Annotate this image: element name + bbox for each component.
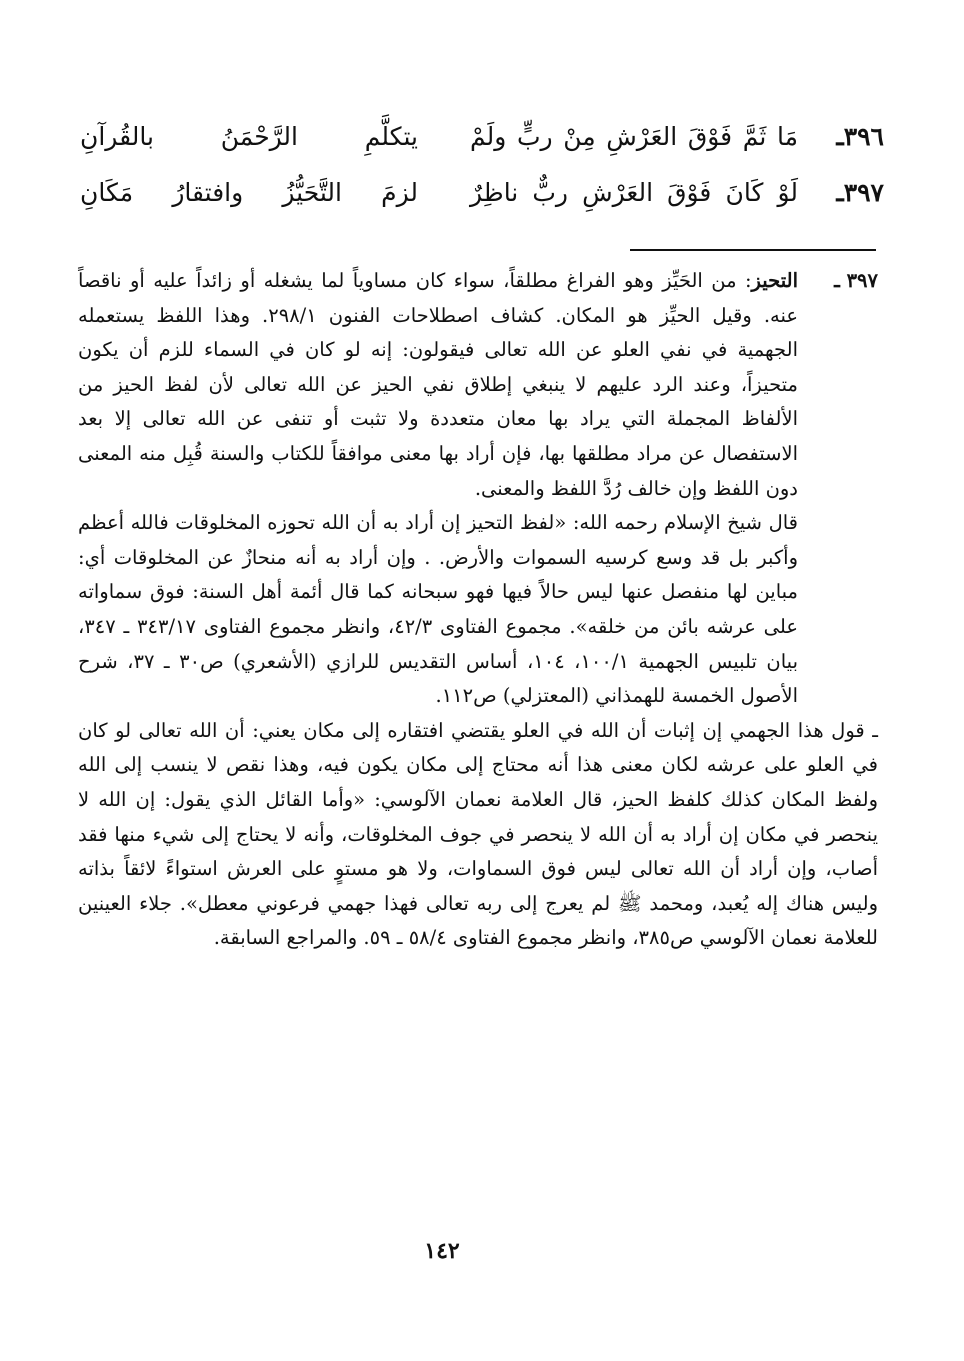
verse-second-hemistich: لزمَ التَّحَيُّزُ وافتقارُ مَكَانِ [80, 178, 418, 207]
footnote-entry [78, 264, 878, 506]
verse-first-hemistich: مَا ثَمَّ فَوْقَ العَرْشِ مِنْ ربٍّ ولَمْ [470, 122, 798, 151]
verse-first-hemistich: لَوْ كَانَ فَوْقَ العَرْشِ ربٌّ ناظِرٌ [470, 178, 798, 207]
page-number: ١٤٢ [424, 1238, 460, 1264]
footnote-term: التحيز [751, 269, 798, 292]
footnote-paragraph-2: قال شيخ الإسلام رحمه الله: «لفظ التحيز إن أراد به أن الله تحوزه المخلوقات فالله أعظم وأكبر بل قد وسع كرسيه السموات والأرض. . وإن أراد به أنه منحازٌ عن المخلوقات أي: مباين لها منفصل عنها ليس حالاً فيها فهو سبحانه كما قال أئمة أهل السنة: فوق سماواته على عرشه بائن من خلقه». مجموع الفتاوى ٤٢/٣، وانظر مجموع الفتاوى ٣٤٣/١٧ ـ ٣٤٧، بيان تلبيس الجهمية ١٠٠/١، ١٠٤، أساس التقديس للرازي (الأشعري) ص٣٠ ـ ٣٧، شرح الأصول الخمسة للهمذاني (المعتزلي) ص١١٢. [78, 511, 798, 708]
footnote-paragraph-3: ـ قول هذا الجهمي إن إثبات أن الله في العلو يقتضي افتقاره إلى مكان يعني: أن الله تعالى لو كان في العلو على عرشه لكان معنى هذا أنه محتاج إلى مكان يكون فيه، وهذا نقص لا ينسب إلى الله ولفظ المكان كذلك كلفظ الحيز، قال العلامة نعمان الآلوسي: «وأما القائل الذي يقول: إن الله لا ينحصر في مكان إن أراد به أن الله لا ينحصر في جوف المخلوقات، وأنه لا يحتاج إلى شيء منها فقد أصاب، وإن أراد أن الله تعالى ليس فوق السماوات، ولا هو مستوٍ على العرش استواءً لائقاً بذاته وليس هناك إله يُعبد، ومحمد ﷺ لم يعرج إلى ربه تعالى فهذا جهمي فرعوني معطل». جلاء العينين للعلامة نعمان الآلوسي ص٣٨٥، وانظر مجموع الفتاوى ٥٨/٤ ـ ٥٩. والمراجع السابقة. [78, 718, 878, 950]
verse-second-hemistich: يتكلَّمِ الرَّحْمَنُ بالقُرآنِ [80, 122, 418, 151]
verse-number: ٣٩٧ـ [836, 178, 884, 207]
verse-block [80, 122, 884, 234]
verse-number: ٣٩٦ـ [836, 122, 884, 151]
footnote-paragraph-1 [78, 264, 798, 506]
verse-line [80, 122, 884, 178]
verse-line [80, 178, 884, 234]
footnote-paragraph-1-text: : من الحَيِّز وهو الفراغ مطلقاً، سواء كان مساوياً لما يشغله أو زائداً عليه أو ناقصاً عنه. وقيل الحيِّز هو المكان. كشاف اصطلاحات الفنون ٢٩٨/١. وهذا اللفظ يستعمله الجهمية في نفي العلو عن الله تعالى فيقولون: إنه لو كان في السماء للزم أن يكون متحيزاً، وعند الرد عليهم لا ينبغي إطلاق نفي الحيز عن الله تعالى لأن لفظ الحيز من الألفاظ المجملة التي يراد بها معان متعددة ولا تثبت أو تنفى عن الله تعالى إلا بعد الاستفصال عن مراد مطلقها بها، فإن أراد بها معنى موافقاً للكتاب والسنة قُبِل منه المعنى دون اللفظ وإن خالف رُدَّ اللفظ والمعنى. [78, 269, 798, 500]
footnote-separator [630, 249, 876, 251]
footnote-number: ٣٩٧ ـ [834, 269, 878, 292]
footnote-block [78, 264, 878, 956]
